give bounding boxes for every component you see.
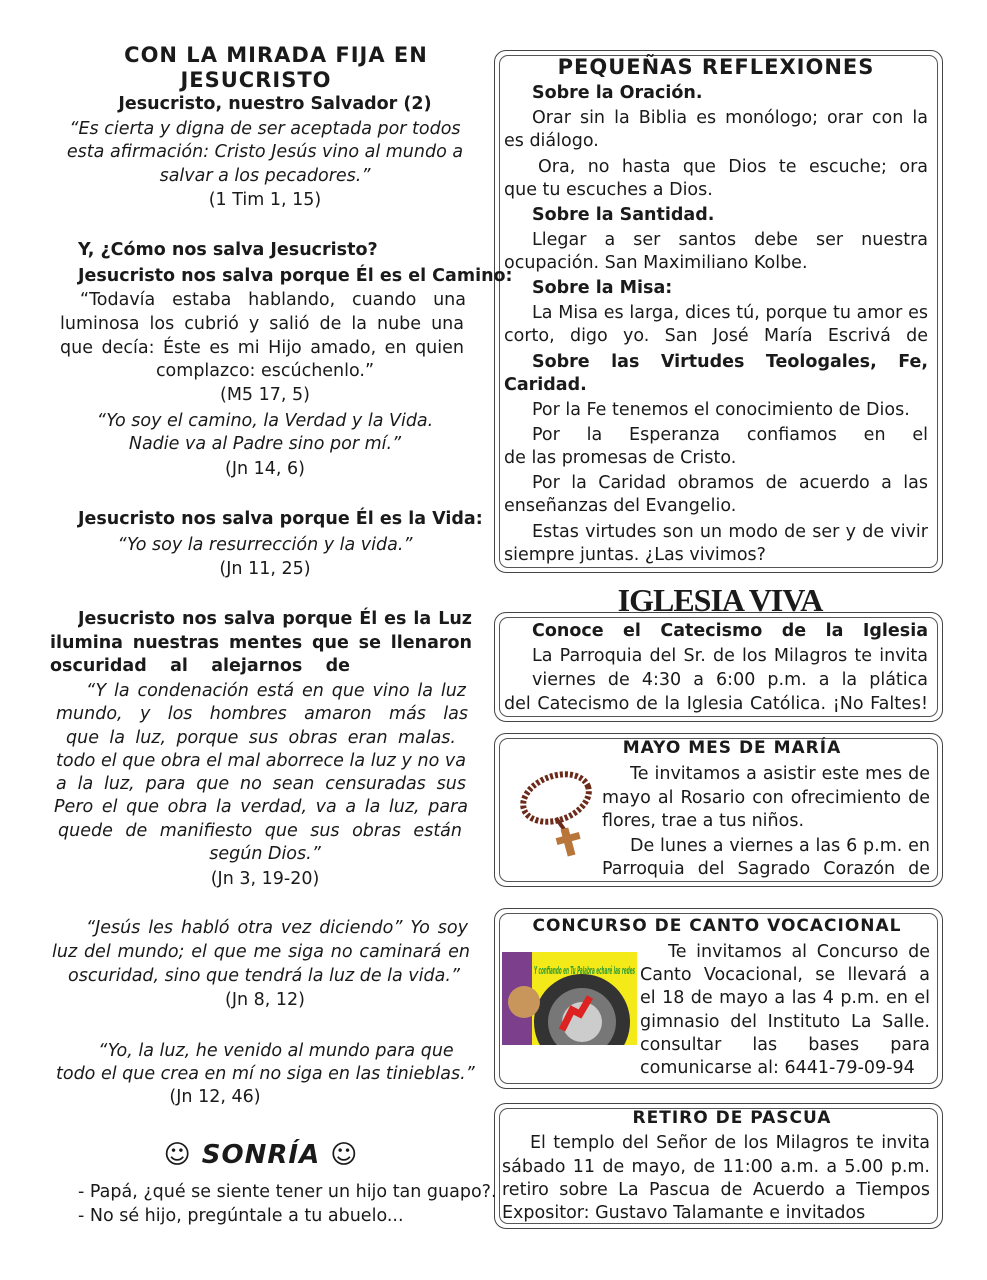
reflexion-line: Caridad.: [504, 375, 587, 395]
concurso-line: gimnasio del Instituto La Salle.: [640, 1012, 930, 1032]
left-text-line: esta afirmación: Cristo Jesús vino al mundo a: [66, 142, 464, 162]
reflexion-line: Por la Caridad obramos de acuerdo a las: [532, 473, 928, 493]
left-text-line: - No sé hijo, pregúntale a tu abuelo...: [78, 1206, 404, 1226]
left-text-line: complazco: escúchenlo.”: [155, 361, 375, 381]
reflexion-line: Estas virtudes son un modo de ser y de vivir: [532, 522, 928, 542]
reflexion-line: Sobre las Virtudes Teologales, Fe,: [532, 352, 928, 372]
concurso-poster-image: [502, 952, 637, 1045]
left-text-line: Y, ¿Cómo nos salva Jesucristo?: [78, 240, 378, 260]
reflexion-line: que tu escuches a Dios.: [504, 180, 713, 200]
sonria-heading: ☺ SONRÍA ☺: [163, 1140, 359, 1170]
reflexion-line: Por la Esperanza confiamos en el: [532, 425, 928, 445]
left-text-line: JESUCRISTO: [180, 68, 332, 92]
left-text-line: - Papá, ¿qué se siente tener un hijo tan guapo?.: [78, 1182, 497, 1202]
left-text-line: Nadie va al Padre sino por mí.”: [128, 434, 402, 454]
reflexion-line: de las promesas de Cristo.: [504, 448, 737, 468]
left-text-line: oscuridad, sino que tendrá la luz de la vida.”: [68, 966, 460, 986]
retiro-title: RETIRO DE PASCUA: [632, 1108, 832, 1128]
catecismo-line: Conoce el Catecismo de la Iglesia: [532, 621, 928, 641]
reflexion-line: Ora, no hasta que Dios te escuche; ora: [538, 157, 928, 177]
reflexion-line: siempre juntas. ¿Las vivimos?: [504, 545, 766, 565]
concurso-title: CONCURSO DE CANTO VOCACIONAL: [532, 916, 902, 936]
left-text-line: mundo, y los hombres amaron más las: [56, 704, 468, 724]
left-text-line: Jesucristo, nuestro Salvador (2): [118, 94, 432, 114]
reflexion-line: Sobre la Misa:: [532, 278, 673, 298]
concurso-line: Te invitamos al Concurso de: [668, 942, 930, 962]
mayo-title: MAYO MES DE MARÍA: [622, 738, 842, 758]
left-text-line: todo el que obra el mal aborrece la luz y no va: [56, 751, 466, 771]
left-text-line: que decía: Éste es mi Hijo amado, en quien: [60, 338, 464, 358]
left-text-line: a la luz, para que no sean censuradas sus: [56, 774, 466, 794]
reflexiones-title: PEQUEÑAS REFLEXIONES: [557, 55, 875, 79]
left-text-line: CON LA MIRADA FIJA EN: [124, 43, 428, 67]
concurso-line: el 18 de mayo a las 4 p.m. en el: [640, 988, 930, 1008]
left-text-line: (Jn 3, 19-20): [210, 869, 320, 889]
left-text-line: Jesucristo nos salva porque Él es el Camino:: [78, 266, 513, 286]
rosary-image: [508, 768, 598, 860]
reflexion-line: Sobre la Oración.: [532, 83, 703, 103]
reflexion-line: La Misa es larga, dices tú, porque tu amor es: [532, 303, 928, 323]
left-text-line: quede de manifiesto que sus obras están: [58, 821, 462, 841]
left-text-line: “Yo, la luz, he venido al mundo para que: [98, 1041, 454, 1061]
reflexion-line: enseñanzas del Evangelio.: [504, 496, 737, 516]
left-text-line: “Todavía estaba hablando, cuando una: [80, 290, 466, 310]
left-text-line: (1 Tim 1, 15): [208, 190, 322, 210]
left-text-line: “Yo soy el camino, la Verdad y la Vida.: [96, 411, 434, 431]
mayo-line: flores, trae a tus niños.: [602, 811, 805, 831]
reflexion-line: ocupación. San Maximiliano Kolbe.: [504, 253, 808, 273]
mayo-line: De lunes a viernes a las 6 p.m. en: [630, 836, 930, 856]
catecismo-line: viernes de 4:30 a 6:00 p.m. a la plática: [532, 670, 928, 690]
concurso-poster-text: Y confiando en Tu Palabra echaré las redes: [534, 964, 636, 977]
left-text-line: salvar a los pecadores.”: [159, 166, 371, 186]
left-text-line: “Yo soy la resurrección y la vida.”: [117, 535, 413, 555]
retiro-line: sábado 11 de mayo, de 11:00 a.m. a 5.00 p.m.: [502, 1157, 930, 1177]
concurso-line: consultar las bases para: [640, 1035, 930, 1055]
left-text-line: según Dios.”: [209, 844, 321, 864]
left-text-line: todo el que crea en mí no siga en las tinieblas.”: [56, 1064, 475, 1084]
reflexion-line: Orar sin la Biblia es monólogo; orar con la: [532, 108, 928, 128]
mayo-line: mayo al Rosario con ofrecimiento de: [602, 788, 930, 808]
left-text-line: luminosa los cubrió y salió de la nube una: [60, 314, 464, 334]
left-text-line: ilumina nuestras mentes que se llenaron: [50, 633, 472, 653]
left-text-line: “Y la condenación está en que vino la luz: [86, 681, 466, 701]
reflexion-line: Sobre la Santidad.: [532, 205, 715, 225]
left-text-line: Jesucristo nos salva porque Él es la Vida:: [78, 509, 483, 529]
left-text-line: (M5 17, 5): [220, 385, 310, 405]
mayo-line: Parroquia del Sagrado Corazón de: [602, 859, 930, 879]
left-text-line: (Jn 12, 46): [169, 1087, 261, 1107]
retiro-line: El templo del Señor de los Milagros te invita: [530, 1133, 930, 1153]
left-text-line: “Jesús les habló otra vez diciendo” Yo soy: [86, 918, 468, 938]
left-text-line: que la luz, porque sus obras eran malas.: [66, 728, 456, 748]
reflexion-line: corto, digo yo. San José María Escrivá de: [504, 326, 928, 346]
reflexion-line: es diálogo.: [504, 131, 599, 151]
reflexion-line: Por la Fe tenemos el conocimiento de Dios.: [532, 400, 910, 420]
reflexion-line: Llegar a ser santos debe ser nuestra: [532, 230, 928, 250]
left-text-line: “Es cierta y digna de ser aceptada por todos: [69, 119, 461, 139]
left-text-line: (Jn 14, 6): [225, 459, 305, 479]
iglesia-viva-heading: IGLESIA VIVA: [617, 582, 823, 618]
concurso-line: comunicarse al: 6441-79-09-94: [640, 1058, 915, 1078]
left-text-line: Jesucristo nos salva porque Él es la Luz: [78, 609, 472, 629]
retiro-line: retiro sobre La Pascua de Acuerdo a Tiempos: [502, 1180, 930, 1200]
left-text-line: luz del mundo; el que me siga no caminará en: [52, 942, 470, 962]
catecismo-line: La Parroquia del Sr. de los Milagros te invita: [532, 646, 928, 666]
concurso-line: Canto Vocacional, se llevará a: [640, 965, 930, 985]
left-text-line: oscuridad al alejarnos de: [50, 656, 350, 676]
left-text-line: Pero el que obra la verdad, va a la luz, para: [54, 797, 468, 817]
catecismo-line: del Catecismo de la Iglesia Católica. ¡No Faltes!: [504, 694, 928, 714]
retiro-line: Expositor: Gustavo Talamante e invitados: [502, 1203, 866, 1223]
mayo-line: Te invitamos a asistir este mes de: [630, 764, 930, 784]
left-text-line: (Jn 11, 25): [219, 559, 311, 579]
left-text-line: (Jn 8, 12): [225, 990, 305, 1010]
